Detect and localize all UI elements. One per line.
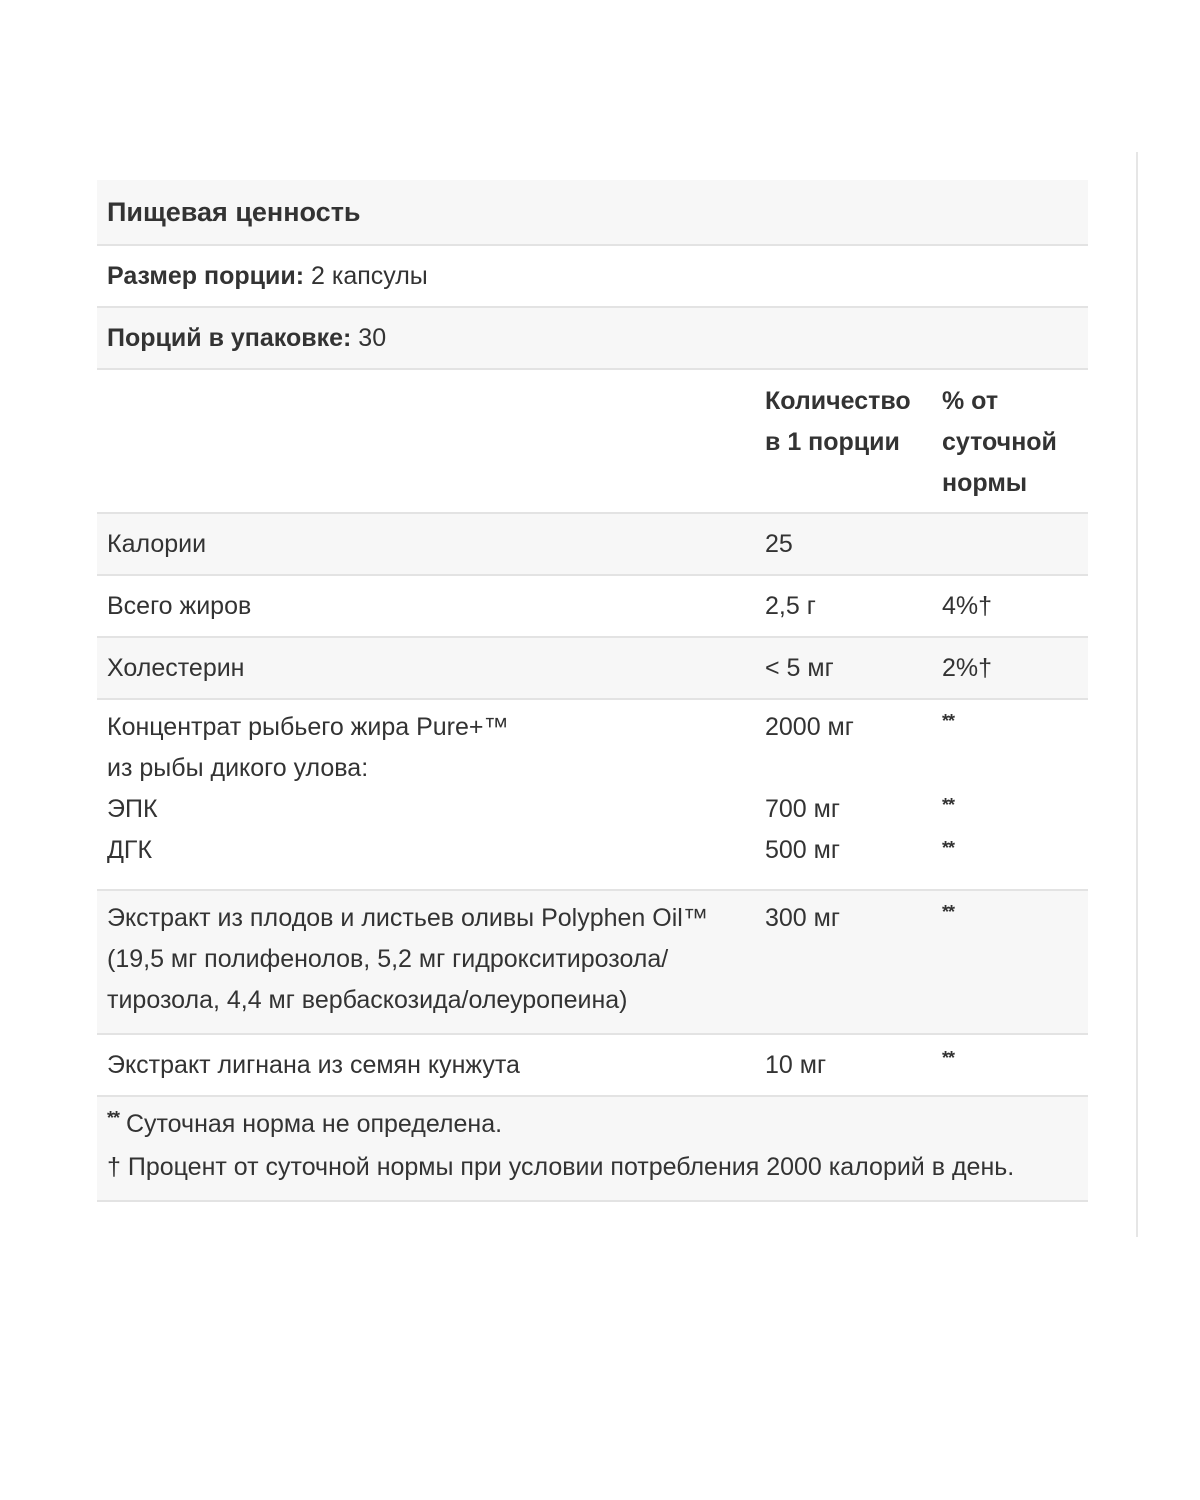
amount-value: 300 мг (765, 904, 840, 932)
nutrient-name (97, 707, 765, 877)
nutrition-facts-panel (97, 180, 1088, 1202)
serving-size-value: 2 капсулы (304, 261, 428, 290)
sub-amount-value: 700 мг (765, 795, 840, 823)
nutrient-amount: 10 мг (765, 1051, 827, 1079)
panel-title: Пищевая ценность (107, 196, 361, 227)
table-row-sesame-lignan (97, 1035, 1088, 1097)
nutrient-amount (765, 898, 942, 1021)
servings-label: Порций в упаковке: (107, 323, 352, 352)
sub-dv-value: ** (942, 795, 955, 815)
nutrient-amount (765, 707, 942, 877)
nutrient-daily-value (942, 1049, 1088, 1081)
table-row-olive-extract (97, 891, 1088, 1035)
nutrient-daily-value: 2%† (942, 654, 993, 682)
nutrient-name: Калории (107, 530, 207, 558)
nutrient-name-line: тирозола, 4,4 мг вербаскозида/олеуропеина) (107, 986, 628, 1014)
footnote-text: Суточная норма не определена. (119, 1110, 503, 1138)
nutrient-name-line: Концентрат рыбьего жира Pure+™ (107, 713, 509, 741)
dv-header-line: суточной (942, 428, 1057, 456)
nutrient-amount: < 5 мг (765, 654, 834, 682)
nutrient-name: Всего жиров (107, 592, 252, 620)
dv-value: ** (942, 1048, 955, 1068)
sub-amount-value: 500 мг (765, 836, 840, 864)
right-divider (1136, 152, 1138, 1237)
daily-value-column-header (942, 370, 1088, 512)
dv-header-line: нормы (942, 469, 1028, 497)
dv-header-line: % от (942, 387, 999, 415)
serving-size-label: Размер порции: (107, 261, 305, 290)
amount-header-line: Количество (765, 387, 911, 415)
dv-value: ** (942, 902, 955, 922)
nutrient-name-line: Экстракт из плодов и листьев оливы Polyphen Oil™ (107, 904, 708, 932)
nutrient-name-line: (19,5 мг полифенолов, 5,2 мг гидрокситирозола/ (107, 945, 669, 973)
sub-nutrient-name: ДГК (107, 836, 153, 864)
nutrient-name: Холестерин (107, 654, 245, 682)
panel-title-row (97, 180, 1088, 246)
amount-column-header (765, 370, 942, 512)
serving-size-row (97, 246, 1088, 308)
table-row-calories (97, 514, 1088, 576)
table-row-cholesterol (97, 638, 1088, 700)
nutrient-daily-value (942, 707, 1088, 877)
nutrient-daily-value (942, 898, 1088, 1021)
footnote-undetermined (107, 1104, 1078, 1147)
footnotes (97, 1097, 1088, 1202)
nutrient-daily-value: 4%† (942, 592, 993, 620)
nutrient-name-line: из рыбы дикого улова: (107, 754, 369, 782)
nutrient-name (97, 898, 765, 1021)
table-row-total-fat (97, 576, 1088, 638)
table-row-fish-oil (97, 700, 1088, 891)
nutrient-name: Экстракт лигнана из семян кунжута (107, 1051, 520, 1079)
footnote-mark: ** (107, 1108, 120, 1128)
sub-dv-value: ** (942, 838, 955, 858)
amount-value: 2000 мг (765, 713, 854, 741)
footnote-daily-value: † Процент от суточной нормы при условии потребления 2000 калорий в день. (107, 1153, 1015, 1181)
dv-value: ** (942, 711, 955, 731)
servings-value: 30 (351, 323, 387, 352)
nutrient-amount: 2,5 г (765, 592, 816, 620)
column-header-row (97, 370, 1088, 514)
sub-nutrient-name: ЭПК (107, 795, 158, 823)
header-blank-cell (97, 370, 765, 512)
nutrient-amount: 25 (765, 530, 793, 558)
servings-per-container-row (97, 308, 1088, 370)
amount-header-line: в 1 порции (765, 428, 900, 456)
